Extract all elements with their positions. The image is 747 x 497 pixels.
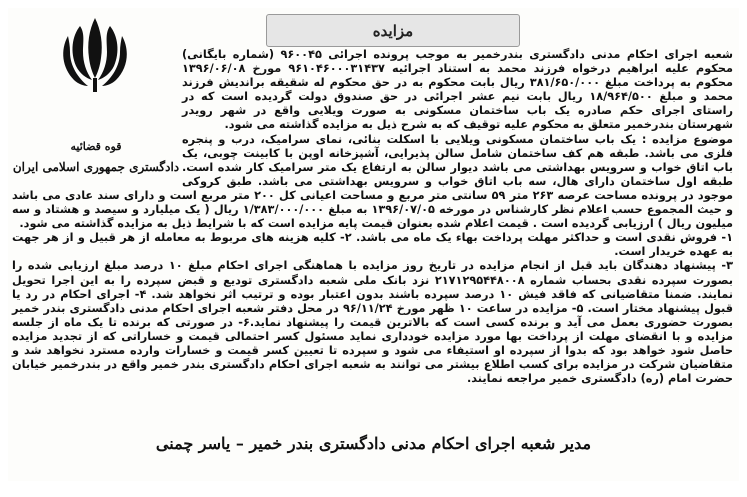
notice-intro: شعبه اجرای احکام مدنی دادگستری بندرخمیر به موجب پرونده اجرائی ۹۶۰۰۴۵ (شماره بایگانی) محکوم علیه ابراهیم درخواه فرزند محمد به استناد اجرائیه ۹۶۱۰۴۶۰۰۰۳۱۴۳۷ مورخ ۱۳۹۶/۰۶/۰۸ محکوم به پرداخت مبلغ ۳۸۱/۶۵۰/۰۰۰ ریال بابت محکوم به در حق محکوم له شقیقه براندیش فرزند محمد و مبلغ ۱۸/۹۶۴/۵۰۰ ریال بابت نیم عشر اجرائی در حق صندوق دولت گردیده است که در راستای اجرای حکم صادره یک باب ساختمان مسکونی به صورت ویلایی واقع در شهر رویدر شهرستان بندرخمیر متعلق به محکوم علیه توقیف که به شرح ذیل به مزایده گذاشته می شود. [182, 48, 734, 132]
subject-text: یک باب ساختمان مسکونی ویلایی با اسکلت بنائی، نمای سرامیک، درب و پنجره فلزی می باشد. طبقه هم کف ساختمان شامل سالن پذیرایی، آشپزخانه اوپن با کابینت چوبی، یک باب اتاق خواب و سرویس بهداشتی می باشد دیوار سالن به ارتفاع یک متر سرامیک کار شده است. طبقه اول ساختمان دارای هال، سه باب اتاق خواب و سرویس بهداشتی می باشد. طبق کروکی موجود در پرونده مساحت عرصه ۲۶۳ متر ۵۹ سانتی متر مربع و مساحت اعیانی کل ۲۰۰ متر مربع است و دارای سند عادی می باشد و حیث المجموع حسب اعلام نظر کارشناس در مورخه ۱۳۹۶/۰۷/۰۵ به مبلغ ۱/۳۸۳/۰۰۰/۰۰۰ ریال ( یک میلیارد و سیصد و هشتاد و سه میلیون ریال ) ارزیابی گردیده است . قیمت اعلام شده بعنوان قیمت پایه مزایده است که با شرایط ذیل به مزایده گذاشته می شود. [12, 132, 733, 231]
subject-label: موضوع مزایده : [641, 132, 733, 146]
heading-title: مزایده [372, 21, 414, 40]
signature-line: مدیر شعبه اجرای احکام مدنی دادگستری بندر خمیر – یاسر چمنی [155, 434, 592, 453]
judiciary-label: قوه قضائیه [70, 140, 122, 153]
auction-notice [8, 8, 739, 481]
condition-item: ۳- پیشنهاد دهندگان باید قبل از انجام مزایده در تاریخ روز مزایده با هماهنگی اجرای احکام مبلغ ۱۰ درصد مبلغ ارزیابی شده را بصورت سپرده نقدی بحساب شماره ۲۱۷۱۲۹۵۴۴۸۰۰۸ نزد بانک ملی شعبه دادگستری تودیع و قبض سپرده را به این اجرا تحویل نمایند. ضمنا متقاضیانی که فاقد فیش ۱۰ درصد سپرده باشند بدون اعتبار بوده و ترتیب اثر نخواهد شد. ۴- اجرای احکام در رد یا قبول پیشنهاد مختار است. ۵- مزایده در ساعت ۱۰ ظهر مورخ ۹۶/۱۱/۲۴ در محل دفتر شعبه اجرای احکام مدنی دادگستری بندر خمیر بصورت حضوری بعمل می آید و برنده کسی است که بالاترین قیمت را پیشنهاد نماید.۶- در صورتی که برنده تا یک ماه از جلسه مزایده و با انقضای مهلت از پرداخت بها مورد مزایده خودداری نماید مسئول کسر احتمالی قیمت و خساراتی که از تجدید مزایده حاصل شود خواهد بود که بدوا از سپرده او استیفاء می شود و سپرده تا تعیین کسر قیمت و خسارات وارده مسترد نخواهد شد و متقاضیان شرکت در مزایده برای کسب اطلاع بیشتر می توانند به شعبه اجرای احکام دادگستری بندر خمیر واقع در بندرخمیر خیابان حضرت امام (ره) دادگستری خمیر مراجعه نمایند. [12, 259, 734, 386]
notice-body [12, 48, 733, 386]
heading-banner [266, 14, 520, 47]
condition-item: ۱- فروش نقدی است و حداکثر مهلت پرداخت بهاء یک ماه می باشد. ۲- کلیه هزینه های مربوط به معامله از هر قبیل و از هر جهت به عهده خریدار است. [12, 231, 733, 259]
judiciary-label-org: دادگستری جمهوری اسلامی ایران [12, 160, 180, 174]
